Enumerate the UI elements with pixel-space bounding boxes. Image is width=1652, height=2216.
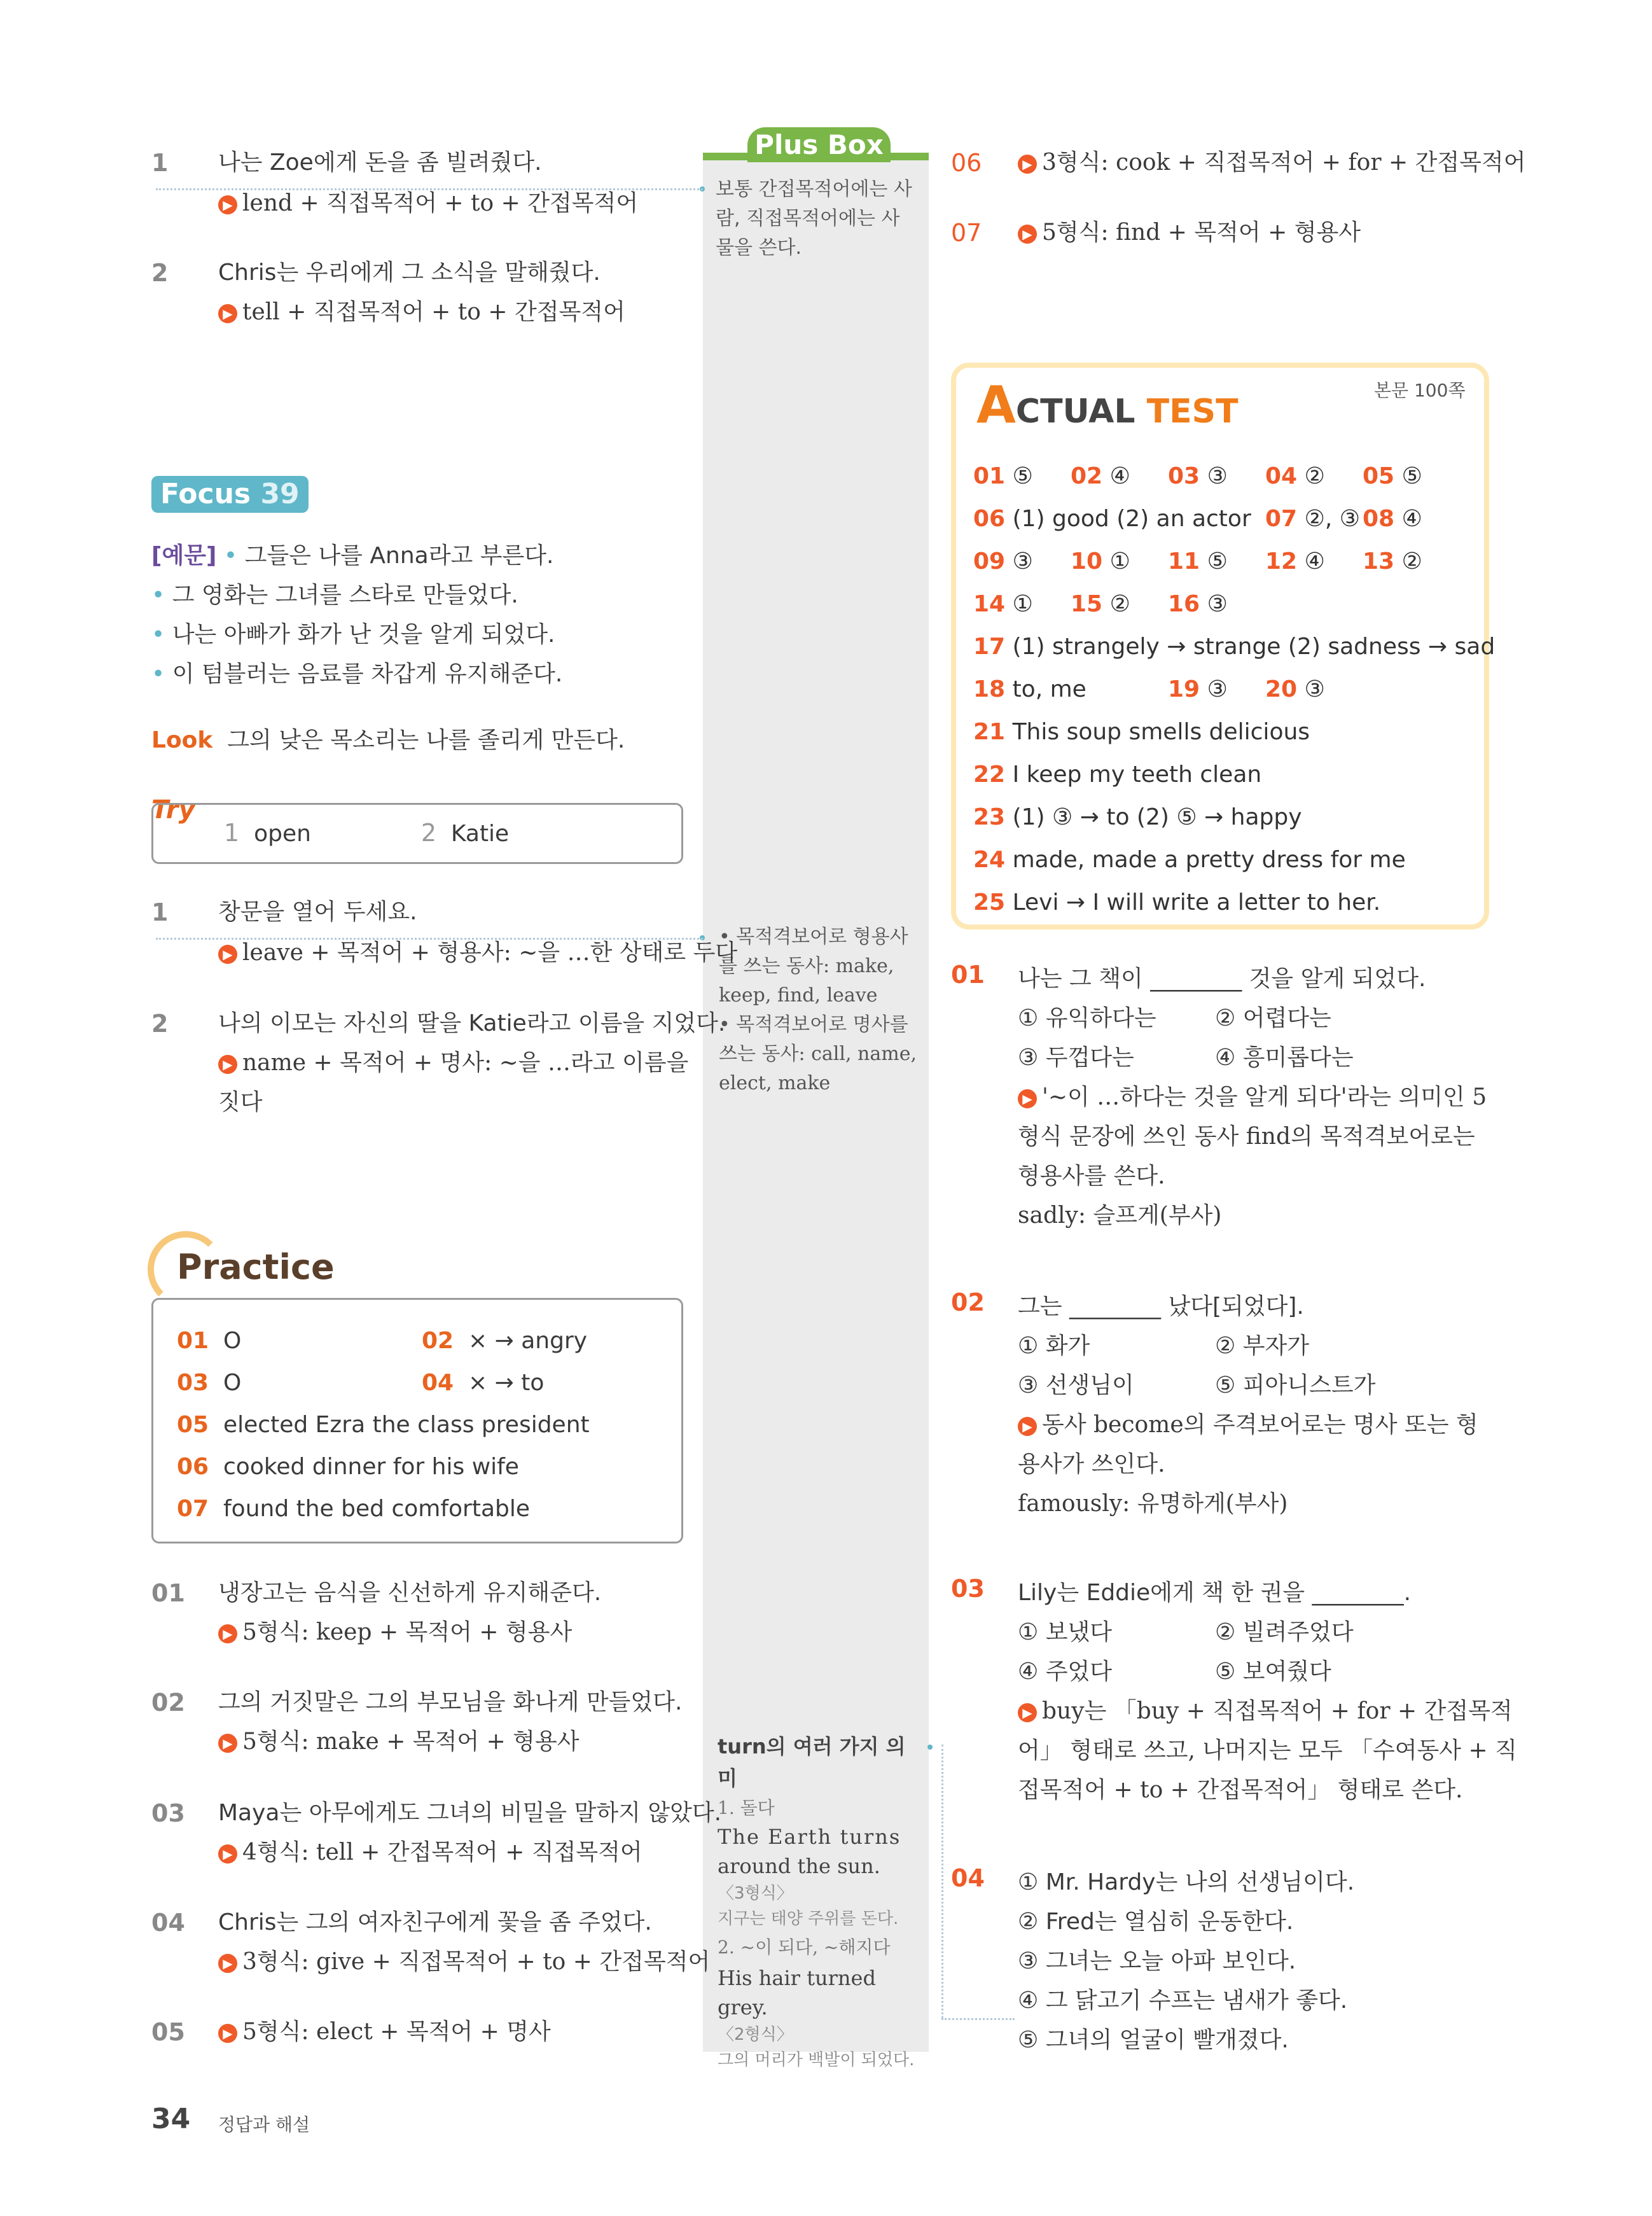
left-mid-item-2-note-cont: 짓다 bbox=[218, 1089, 263, 1115]
turn-meanings-box: turn의 여러 가지 의미 1. 돌다 The Earth turns around the sun. 〈3형식〉 지구는 태양 주위를 돈다. 2. ~이 되다, ~해지다 His hair turned grey. 〈2형식〉 그의 머리가 백발이 되었다. bbox=[718, 1734, 915, 2070]
q04-block: ① Mr. Hardy는 나의 선생님이다. ② Fred는 열심히 운동한다. ③ 그녀는 오늘 아파 보인다. ④ 그 닭고기 수프는 냄새가 좋다. ⑤ 그녀의 얼굴이 빨개졌다. bbox=[1018, 1869, 1355, 2053]
practice-title: Practice bbox=[177, 1247, 335, 1287]
left-bottom-item-05: 05 bbox=[151, 2018, 185, 2046]
plus-box-note-1: 보통 간접목적어에는 사 람, 직접목적어에는 사 물을 쓴다. bbox=[716, 178, 912, 259]
left-bottom-item-04: 04 bbox=[151, 1909, 185, 1937]
practice-answers-col2: 02 × → angry 04 × → to bbox=[422, 1328, 588, 1396]
left-mid-item-2-sentence: 나의 이모는 자신의 딸을 Katie라고 이름을 지었다. bbox=[218, 1010, 726, 1036]
left-mid-item-2-note: ▶ name + 목적어 + 명사: ~을 …라고 이름을 bbox=[218, 1048, 688, 1078]
q02-block: 그는 ________ 났다[되었다]. ① 화가 ② 부자가 ③ 선생님이 ⑤ 피아니스트가 ▶ 동사 become의 주격보어로는 명사 또는 형 용사가 쓰인다. famously: 유명하게(부사) bbox=[1018, 1293, 1478, 1517]
actual-test-title: ACTUAL TEST bbox=[976, 375, 1239, 435]
page-number: 34 bbox=[151, 2103, 191, 2135]
q01-block: 나는 그 책이 ________ 것을 알게 되었다. ① 유익하다는 ② 어렵다는 ③ 두껍다는 ④ 흥미롭다는 ▶ '~이 …하다는 것을 알게 되다'라는 의미인 5 형식 문장에 쓰인 동사 find의 목적격보어로는 형용사를 쓴다. sadly: 슬프게(부사) bbox=[1018, 966, 1487, 1229]
q04-number: 04 bbox=[951, 1864, 985, 1892]
page-reference: 본문 100쪽 bbox=[1374, 380, 1466, 401]
plus-box-note-2: • 목적격보어로 형용사 를 쓰는 동사: make, keep, find, leave • 목적격보어로 명사를 쓰는 동사: call, name, elect, make bbox=[719, 926, 917, 1094]
focus-examples: [예문] • 그들은 나를 Anna라고 부른다. • 그 영화는 그녀를 스타로 만들었다. • 나는 아빠가 화가 난 것을 알게 되었다. • 이 텀블러는 음료를 차갑게 유지해준다. bbox=[151, 543, 563, 687]
left-top-item-2-sentence: Chris는 우리에게 그 소식을 말해줬다. bbox=[218, 260, 600, 286]
focus-badge: Focus 39 bbox=[151, 476, 309, 513]
q02-number: 02 bbox=[951, 1288, 985, 1316]
q03-block: Lily는 Eddie에게 책 한 권을 ________. ① 보냈다 ② 빌려주었다 ④ 주었다 ⑤ 보여줬다 ▶ buy는 「buy + 직접목적어 + for + 간접목적 어」 형태로 쓰고, 나머지는 모두 「수여동사 + 직 접목적어 + to + 간접목적어」 형태로 쓴다. bbox=[1018, 1580, 1517, 1803]
right-top-item-06: 06 bbox=[951, 149, 982, 177]
try-answers: 1 open 2 Katie bbox=[224, 819, 510, 847]
try-label: Try bbox=[151, 795, 195, 825]
q03-number: 03 bbox=[951, 1575, 985, 1603]
look-line: Look 그의 낮은 목소리는 나를 졸리게 만든다. bbox=[151, 727, 625, 753]
left-bottom-item-01: 01 bbox=[151, 1579, 185, 1607]
right-top-item-07: 07 bbox=[951, 219, 982, 247]
left-top-item-2: 2 bbox=[151, 259, 169, 287]
plus-box-header: Plus Box bbox=[703, 127, 929, 162]
q01-number: 01 bbox=[951, 961, 985, 989]
footer-label: 정답과 해설 bbox=[218, 2114, 310, 2135]
practice-answers: 01 O 03 O 05 elected Ezra the class president 06 cooked dinner for his wife 07 found the bed comfortable bbox=[177, 1328, 590, 1522]
left-mid-item-2-num: 2 bbox=[151, 1010, 169, 1038]
left-top-item-2-note: ▶ tell + 직접목적어 + to + 간접목적어 bbox=[218, 297, 625, 328]
left-mid-item-1-note: ▶ leave + 목적어 + 형용사: ~을 …한 상태로 두다 bbox=[218, 938, 737, 968]
left-bottom-item-03: 03 bbox=[151, 1799, 185, 1827]
left-mid-item-1-sentence: 창문을 열어 두세요. bbox=[218, 899, 417, 925]
left-mid-item-1-num: 1 bbox=[151, 898, 169, 926]
left-bottom-item-02: 02 bbox=[151, 1689, 185, 1717]
left-top-item-1-note: ▶ lend + 직접목적어 + to + 간접목적어 bbox=[218, 188, 638, 219]
actual-test-answers: 01 ⑤ 02 ④ 03 ③ 04 ② 05 ⑤ 06 (1) good (2) an actor 07 ②, ③ 08 ④ 09 ③ 10 ① 11 ⑤ 12 ④ 13 ② 14 ① 15 ② 16 ③ 17 (1) strangely → strange (2) sadness → sad 18 to, me 19 ③ 20 ③ 21 This soup smells delicious 22 I keep my teeth clean 23 (1) ③ → to (2) ⑤ → happy 24 made, made a pretty dress for me 25 Levi → I will write a letter to her. bbox=[973, 463, 1496, 916]
